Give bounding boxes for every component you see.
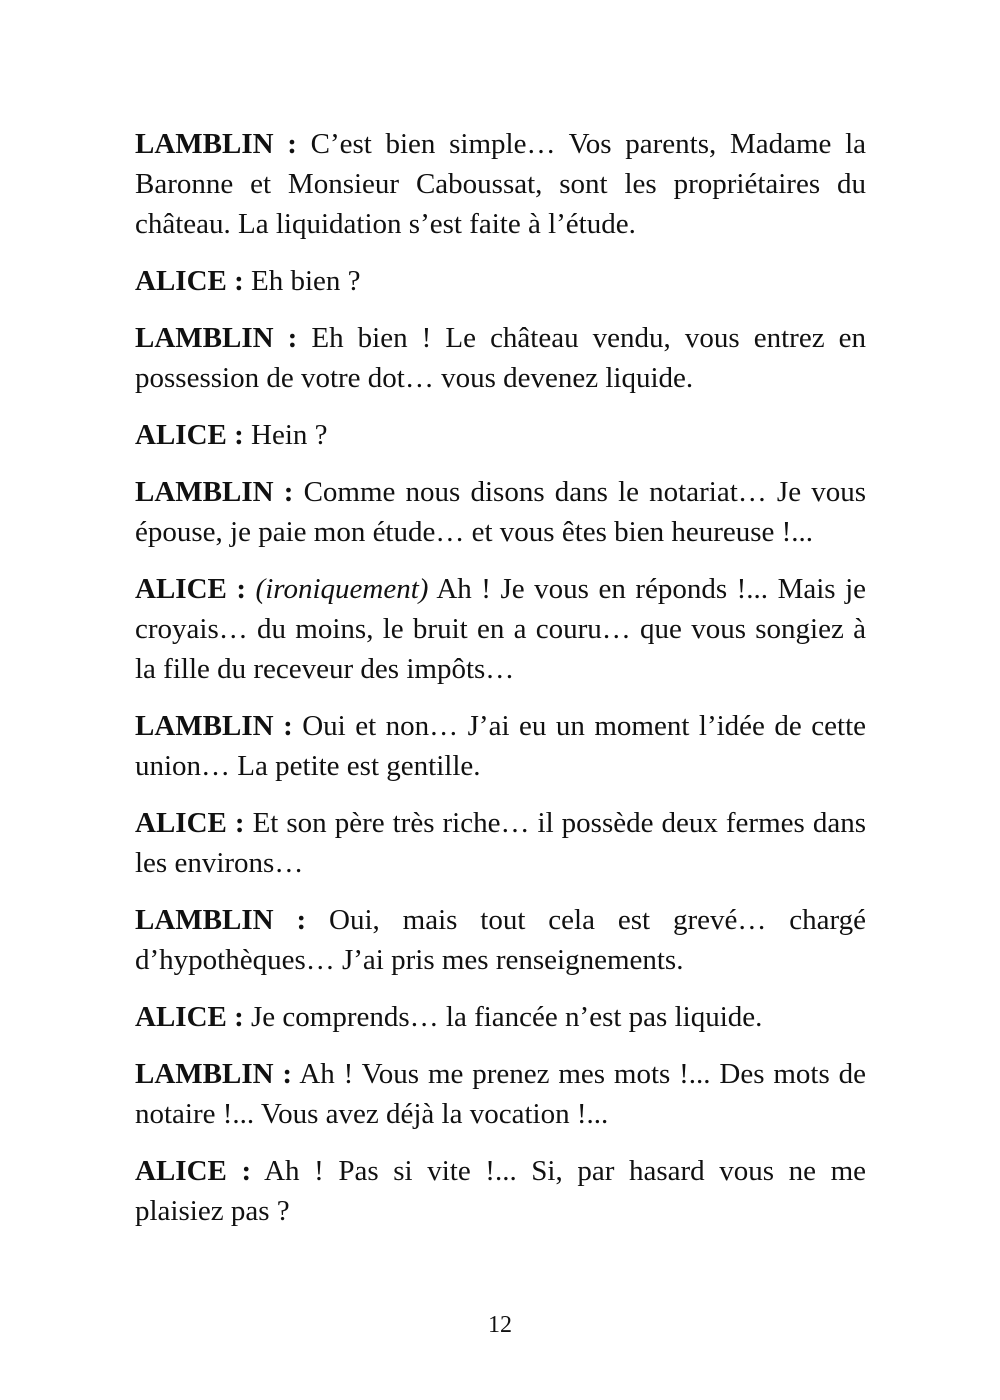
speaker-name: LAMBLIN : [135,476,294,508]
dialogue-line [135,1151,866,1231]
dialogue-line [135,997,866,1037]
dialogue-line [135,803,866,883]
line-text: Eh bien ? [251,265,361,297]
line-text: Ah ! Je vous en réponds !... Mais je croyais… du moins, le bruit en a couru… que vous songiez à la fille du receveur des impôts… [135,573,867,685]
speaker-name: LAMBLIN : [135,710,293,742]
line-text: Oui, mais tout cela est grevé… chargé d’hypothèques… J’ai pris mes renseignements. [135,904,867,976]
stage-direction: (ironiquement) [255,573,429,605]
speaker-name: LAMBLIN : [135,904,307,936]
dialogue-line [135,318,866,398]
line-text: Ah ! Pas si vite !... Si, par hasard vous ne me plaisiez pas ? [135,1155,866,1227]
speaker-name: LAMBLIN : [135,128,297,160]
dialogue-line [135,900,866,980]
line-text: Comme nous disons dans le notariat… Je vous épouse, je paie mon étude… et vous êtes bien heureuse !... [135,476,867,548]
speaker-name: ALICE : [135,1001,244,1033]
line-text: Eh bien ! Le château vendu, vous entrez en possession de votre dot… vous devenez liquide. [135,322,867,394]
dialogue-line [135,569,866,689]
line-text: Oui et non… J’ai eu un moment l’idée de cette union… La petite est gentille. [135,710,867,782]
speaker-name: LAMBLIN : [135,1058,293,1090]
dialogue-line [135,261,866,301]
page-number: 12 [488,1312,512,1338]
line-text: Et son père très riche… il possède deux fermes dans les environs… [135,807,866,879]
line-text: Ah ! Vous me prenez mes mots !... Des mots de notaire !... Vous avez déjà la vocation !... [135,1058,866,1130]
speaker-name: ALICE : [135,265,244,297]
dialogue-line [135,415,866,455]
line-text: Hein ? [251,419,328,451]
dialogue-line [135,472,866,552]
dialogue-line [135,1054,866,1134]
speaker-name: ALICE : [135,573,247,605]
speaker-name: ALICE : [135,807,245,839]
line-text: C’est bien simple… Vos parents, Madame la Baronne et Monsieur Caboussat, sont les propriétaires du château. La liquidation s’est faite à l’étude. [135,128,867,240]
line-text: Je comprends… la fiancée n’est pas liquide. [251,1001,763,1033]
speaker-name: ALICE : [135,419,244,451]
dialogue-page [135,124,866,1248]
speaker-name: LAMBLIN : [135,322,298,354]
speaker-name: ALICE : [135,1155,252,1187]
dialogue-line [135,124,866,244]
dialogue-line [135,706,866,786]
